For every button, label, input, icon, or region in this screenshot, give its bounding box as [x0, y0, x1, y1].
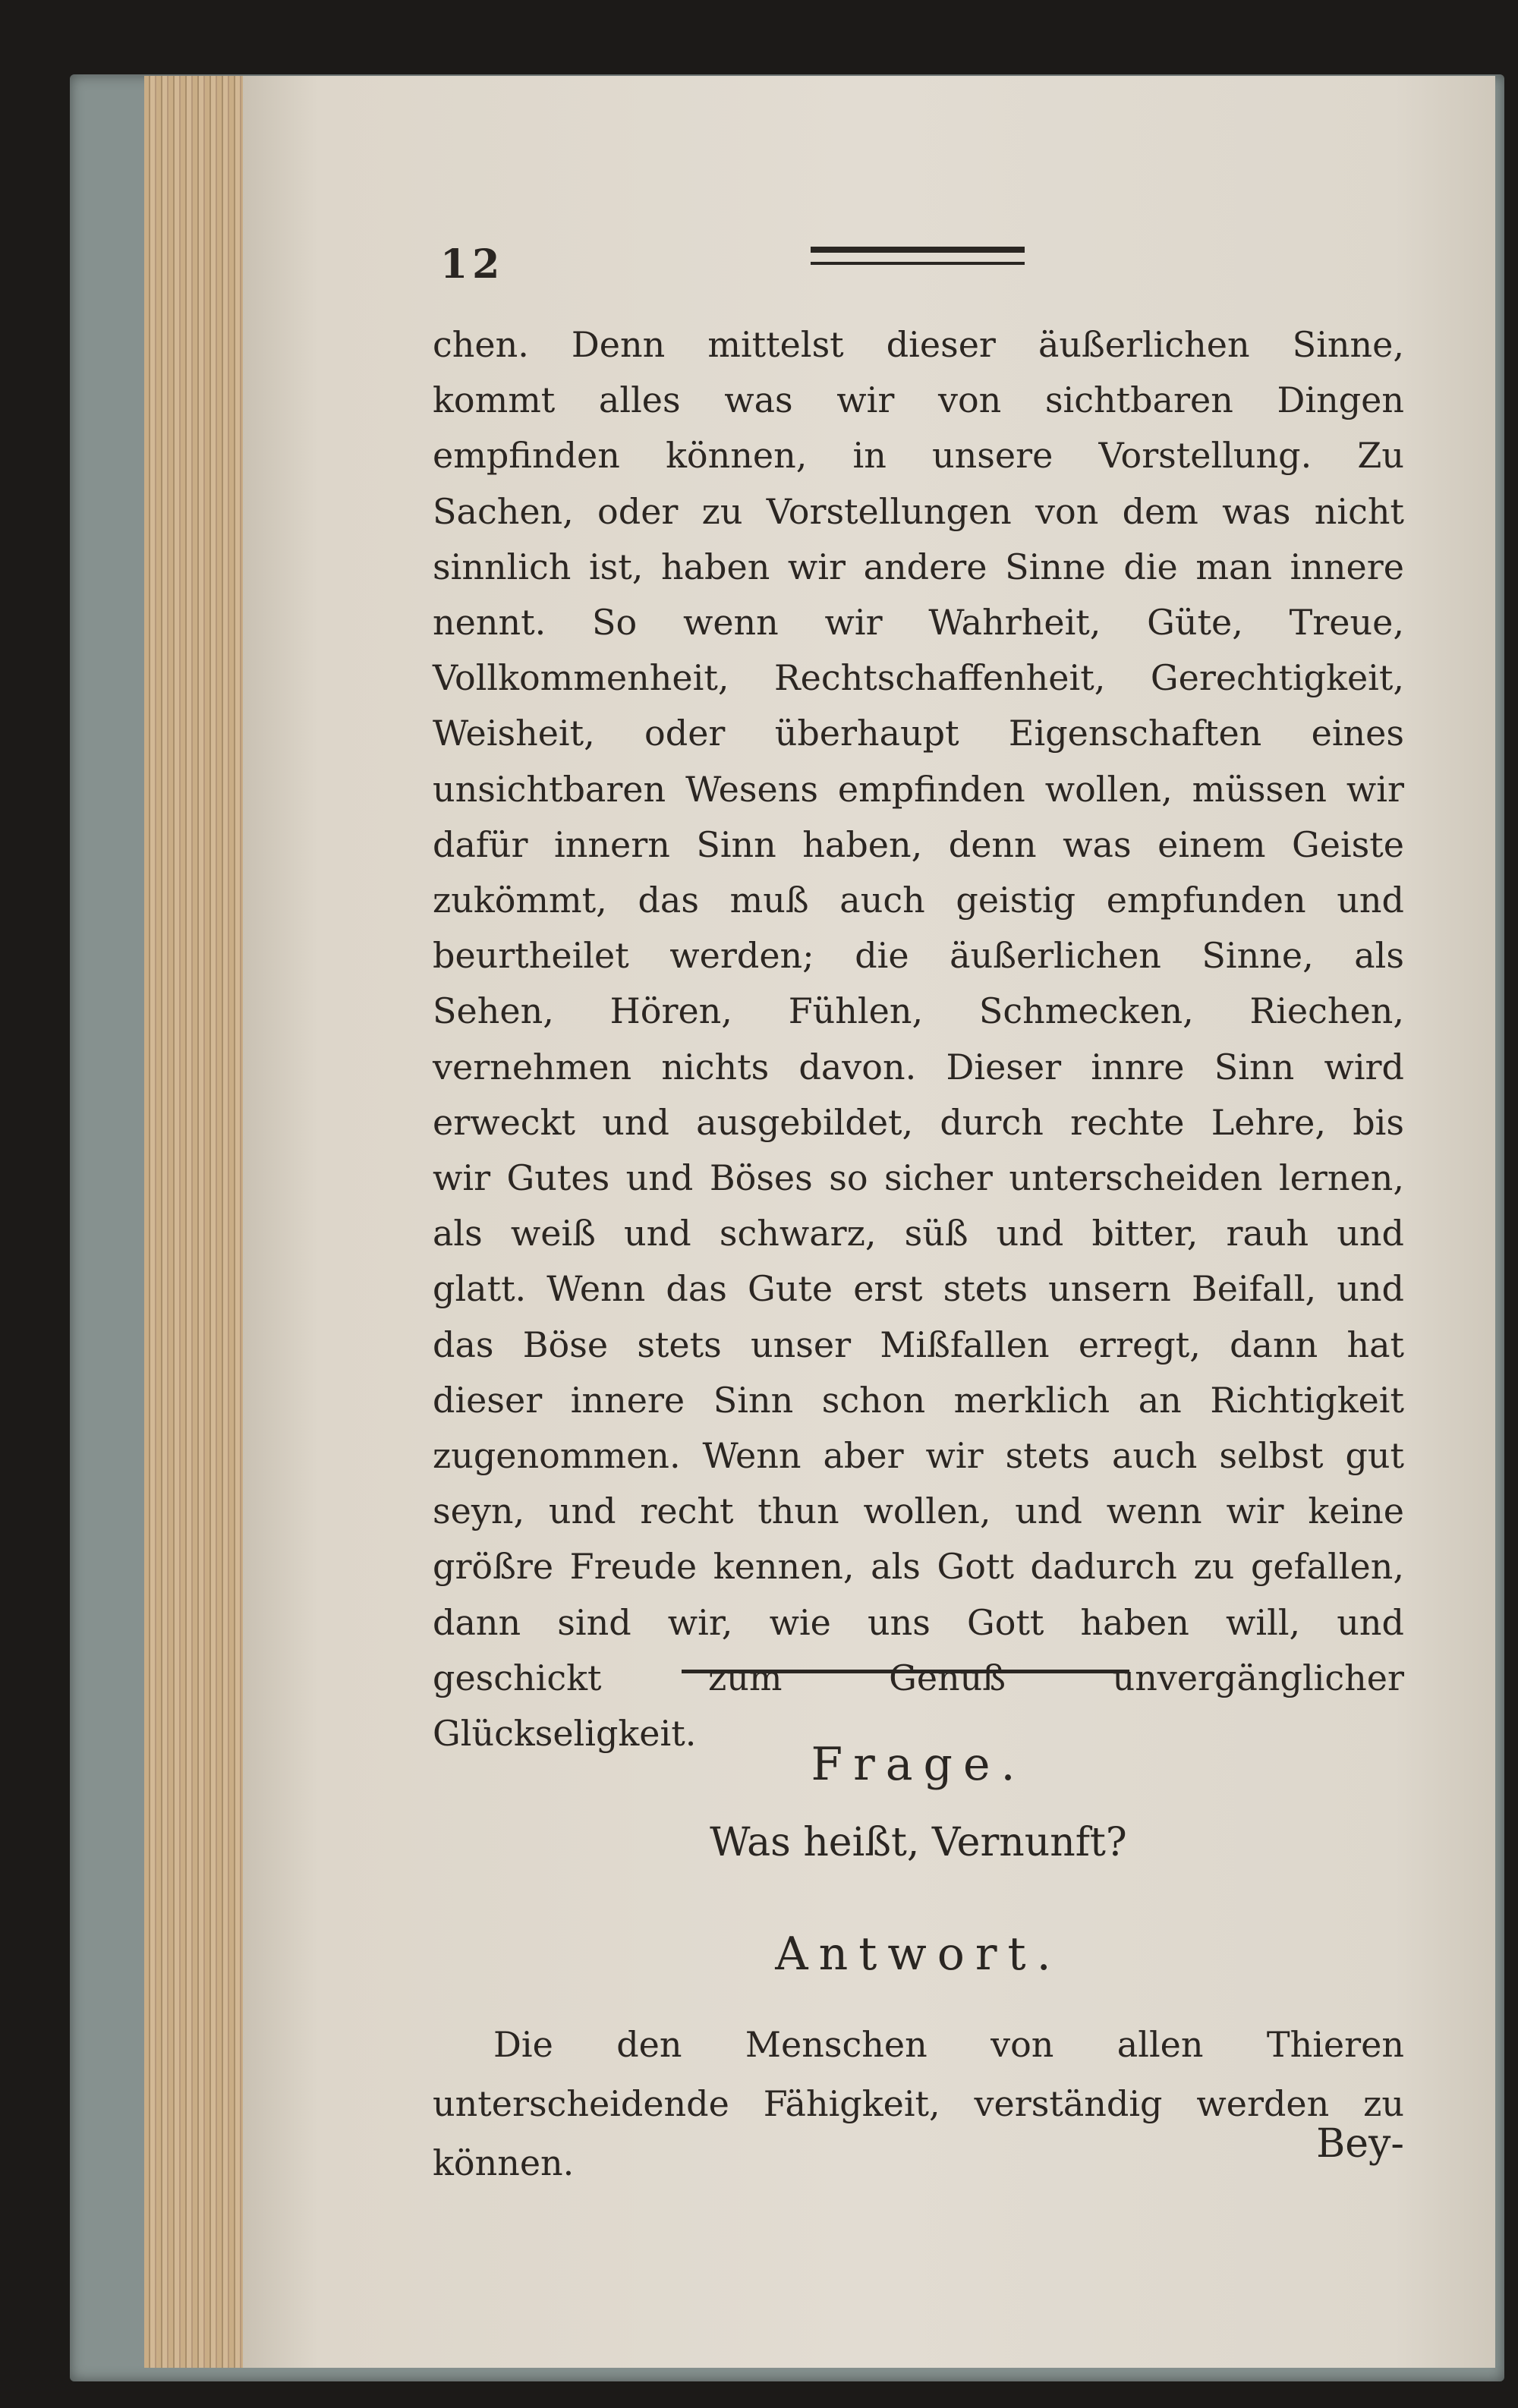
catchword: Bey- — [1316, 2121, 1404, 2167]
question-heading: Frage. — [811, 1738, 1026, 1791]
answer-heading: Antwort. — [775, 1928, 1062, 1981]
page-edges — [144, 76, 243, 2368]
question-text: Was heißt, Vernunft? — [710, 1820, 1127, 1865]
section-divider — [682, 1670, 1129, 1673]
page-number: 12 — [440, 241, 505, 288]
header-rule — [811, 247, 1025, 265]
answer-text: Die den Menschen von allen Thieren unterscheidende Fähigkeit, verständig werden zu können. — [433, 2024, 1404, 2183]
body-paragraph: chen. Denn mittelst dieser äußerlichen Sinne, kommt alles was wir von sichtbaren Dingen empfinden können, in unsere Vorstellung. Zu Sachen, oder zu Vorstellungen von dem was nicht sinnlich ist, haben wir andere Sinne die man innere nennt. So wenn wir Wahrheit, Güte, Treue, Vollkommenheit, Rechtschaffenheit, Gerechtigkeit, Weisheit, oder überhaupt Eigenschaften eines unsichtbaren Wesens empfinden wollen, müssen wir dafür innern Sinn haben, denn was einem Geiste zukömmt, das muß auch geistig empfunden und beurtheilet werden; die äußerlichen Sinne, als Sehen, Hören, Fühlen, Schmecken, Riechen, vernehmen nichts davon. Dieser innre Sinn wird erweckt und ausgebildet, durch rechte Lehre, bis wir Gutes und Böses so sicher unterscheiden lernen, als weiß und schwarz, süß und bitter, rauh und glatt. Wenn das Gute erst stets unsern Beifall, und das Böse stets unser Mißfallen erregt, dann hat dieser innere Sinn schon merklich an Richtigkeit zugenommen. Wenn aber wir stets auch selbst gut seyn, und recht thun wollen, und wenn wir keine größre Freude kennen, als Gott dadurch zu gefallen, dann sind wir, wie uns Gott haben will, und geschickt zum Genuß unvergänglicher Glückseligkeit. — [433, 324, 1404, 1755]
